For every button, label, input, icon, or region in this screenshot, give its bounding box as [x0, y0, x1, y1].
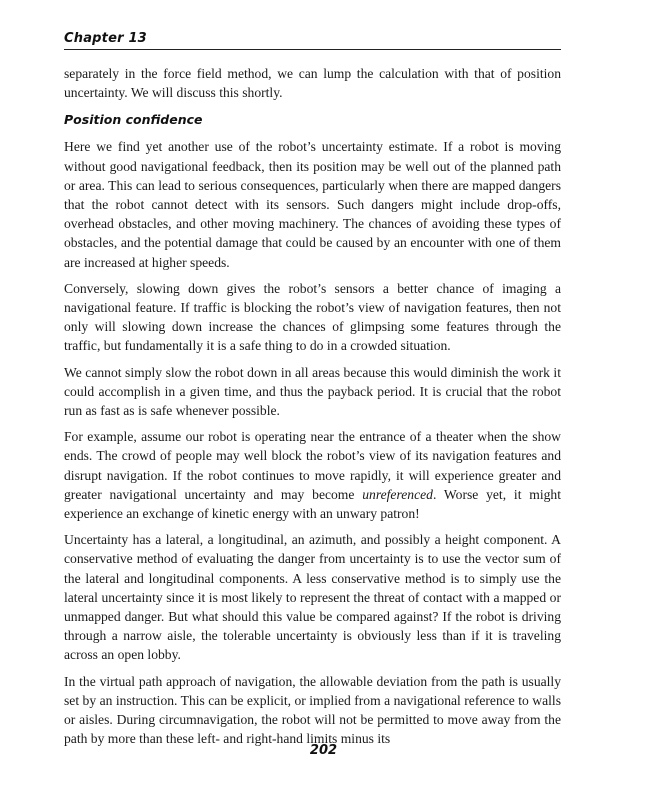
paragraph-4-emphasis: unreferenced: [362, 486, 433, 502]
paragraph-4-text-before: For example, assume our robot is operating near the entrance of a theater when the show ends. The crowd of people may well block the robot’s view of its navigation features and disrupt navigation. If the robot continues to move rapidly, it will experience greater and greater navigational uncertainty and may become: [64, 429, 561, 502]
paragraph-1: Here we find yet another use of the robot’s uncertainty estimate. If a robot is moving without good navigational feedback, then its position may be well out of the planned path or area. This can lead to serious consequences, particularly when there are mapped dangers that the robot cannot detect with its sensors. Such dangers might include drop-offs, overhead obstacles, and other moving machinery. The chances of avoiding these types of obstacles, and the potential damage that could be caused by an encounter with one of them are increased at higher speeds.: [64, 139, 561, 270]
paragraph-4: [64, 427, 561, 523]
page-body: [64, 64, 561, 756]
page-number: 202: [309, 743, 338, 758]
paragraph-2: Conversely, slowing down gives the robot’s sensors a better chance of imaging a navigational feature. If traffic is blocking the robot’s view of navigation features, then not only will slowing down increase the chances of glimpsing some features through the traffic, but fundamentally it is a safe thing to do in a crowded situation.: [64, 280, 561, 354]
intro-paragraph: separately in the force field method, we can lump the calculation with that of position uncertainty. We will discuss this shortly.: [64, 66, 561, 101]
paragraph-4-text-after: . Worse yet, it might experience an exchange of kinetic energy with an unwary patron!: [64, 486, 561, 522]
paragraph-5: Uncertainty has a lateral, a longitudinal, an azimuth, and possibly a height component. A conservative method of evaluating the danger from uncertainty is to use the vector sum of the lateral and longitudinal components. A less conservative method is to simply use the lateral uncertainty since it is most likely to represent the threat of contact with a mapped or unmapped danger. But what should this value be compared against? If the robot is driving through a narrow aisle, the tolerable uncertainty is obviously less than if it is traveling across an open lobby.: [64, 532, 561, 663]
paragraph-6: In the virtual path approach of navigation, the allowable deviation from the path is usually set by an instruction. This can be explicit, or implied from a navigational reference to walls or aisles. During circumnavigation, the robot will not be permitted to move away from the path by more than these left- and right-hand limits minus its: [64, 673, 561, 747]
section-heading: Position confidence: [64, 112, 203, 128]
paragraph-3: We cannot simply slow the robot down in all areas because this would diminish the work it could accomplish in a given time, and thus the payback period. It is crucial that the robot run as fast as is safe whenever possible.: [64, 364, 561, 419]
header-rule: [64, 49, 561, 50]
chapter-header: Chapter 13: [64, 31, 147, 46]
